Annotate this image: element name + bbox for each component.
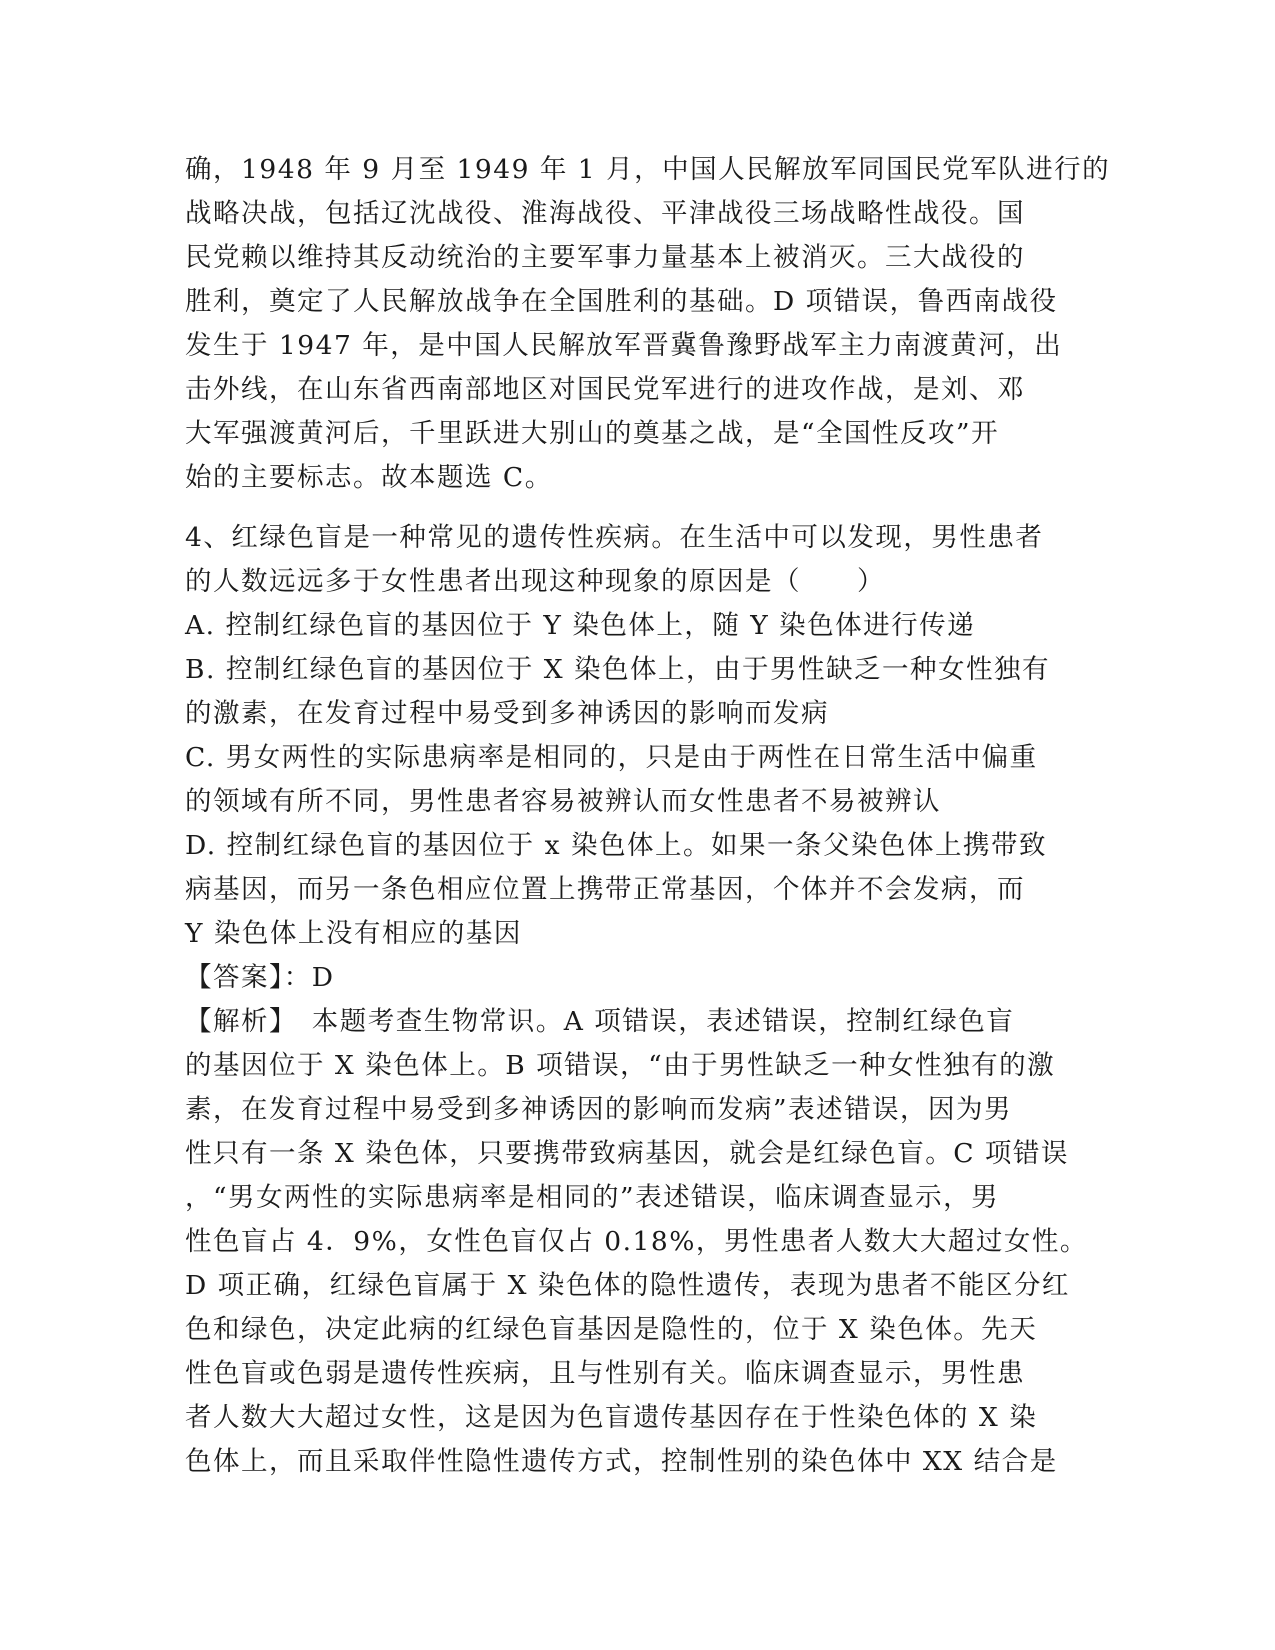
paragraph-gap: [185, 500, 1095, 516]
option-d: [185, 824, 1095, 956]
text-line: 确，1948 年 9 月至 1949 年 1 月，中国人民解放军同国民党军队进行的: [185, 154, 1111, 185]
text-line: ，“男女两性的实际患病率是相同的”表述错误，临床调查显示，男: [185, 1182, 1000, 1213]
text-line: 战略决战，包括辽沈战役、淮海战役、平津战役三场战略性战役。国: [185, 198, 1025, 229]
text-line: 发生于 1947 年，是中国人民解放军晋冀鲁豫野战军主力南渡黄河，出: [185, 330, 1063, 361]
text-line: B. 控制红绿色盲的基因位于 X 染色体上，由于男性缺乏一种女性独有: [185, 654, 1051, 685]
text-line: 击外线，在山东省西南部地区对国民党军进行的进攻作战，是刘、邓: [185, 374, 1025, 405]
question-stem: [185, 516, 1095, 604]
text-line: A. 控制红绿色盲的基因位于 Y 染色体上，随 Y 染色体进行传递: [185, 610, 976, 641]
text-line: C. 男女两性的实际患病率是相同的，只是由于两性在日常生活中偏重: [185, 742, 1038, 773]
text-line: 的基因位于 X 染色体上。B 项错误，“由于男性缺乏一种女性独有的激: [185, 1050, 1056, 1081]
option-b: [185, 648, 1095, 736]
text-line: 的领域有所不同，男性患者容易被辨认而女性患者不易被辨认: [185, 786, 941, 817]
text-line: 者人数大大超过女性，这是因为色盲遗传基因存在于性染色体的 X 染: [185, 1402, 1038, 1433]
previous-answer-block: [185, 148, 1111, 500]
text-line: 的激素，在发育过程中易受到多神诱因的影响而发病: [185, 698, 829, 729]
text-line: 性色盲或色弱是遗传性疾病，且与性别有关。临床调查显示，男性患: [185, 1358, 1025, 1389]
text-line: 病基因，而另一条色相应位置上携带正常基因，个体并不会发病，而: [185, 874, 1025, 905]
text-line: 民党赖以维持其反动统治的主要军事力量基本上被消灭。三大战役的: [185, 242, 1025, 273]
text-line: 大军强渡黄河后，千里跃进大别山的奠基之战，是“全国性反攻”开: [185, 418, 1000, 449]
option-c: [185, 736, 1095, 824]
text-line: 色和绿色，决定此病的红绿色盲基因是隐性的，位于 X 染色体。先天: [185, 1314, 1038, 1345]
text-line: 【解析】 本题考查生物常识。A 项错误，表述错误，控制红绿色盲: [185, 1006, 1015, 1037]
document-page: [185, 148, 1111, 1484]
text-line: 性只有一条 X 染色体，只要携带致病基因，就会是红绿色盲。C 项错误: [185, 1138, 1069, 1169]
text-line: D 项正确，红绿色盲属于 X 染色体的隐性遗传，表现为患者不能区分红: [185, 1270, 1070, 1301]
text-line: 色体上，而且采取伴性隐性遗传方式，控制性别的染色体中 XX 结合是: [185, 1446, 1058, 1477]
text-line: 性色盲占 4．9%，女性色盲仅占 0.18%，男性患者人数大大超过女性。: [185, 1226, 1088, 1257]
text-line: D. 控制红绿色盲的基因位于 x 染色体上。如果一条父染色体上携带致: [185, 830, 1047, 861]
option-a: [185, 604, 1095, 648]
text-line: 素，在发育过程中易受到多神诱因的影响而发病”表述错误，因为男: [185, 1094, 1013, 1125]
text-line: 4、红绿色盲是一种常见的遗传性疾病。在生活中可以发现，男性患者: [185, 522, 1044, 553]
question-block: [185, 516, 1095, 1484]
text-line: 始的主要标志。故本题选 C。: [185, 462, 553, 493]
answer-line: 【答案】：D: [185, 962, 335, 993]
text-line: Y 染色体上没有相应的基因: [185, 918, 522, 949]
analysis-block: [185, 1000, 1095, 1484]
text-line: 胜利，奠定了人民解放战争在全国胜利的基础。D 项错误，鲁西南战役: [185, 286, 1058, 317]
text-line: 的人数远远多于女性患者出现这种现象的原因是（ ）: [185, 566, 885, 597]
